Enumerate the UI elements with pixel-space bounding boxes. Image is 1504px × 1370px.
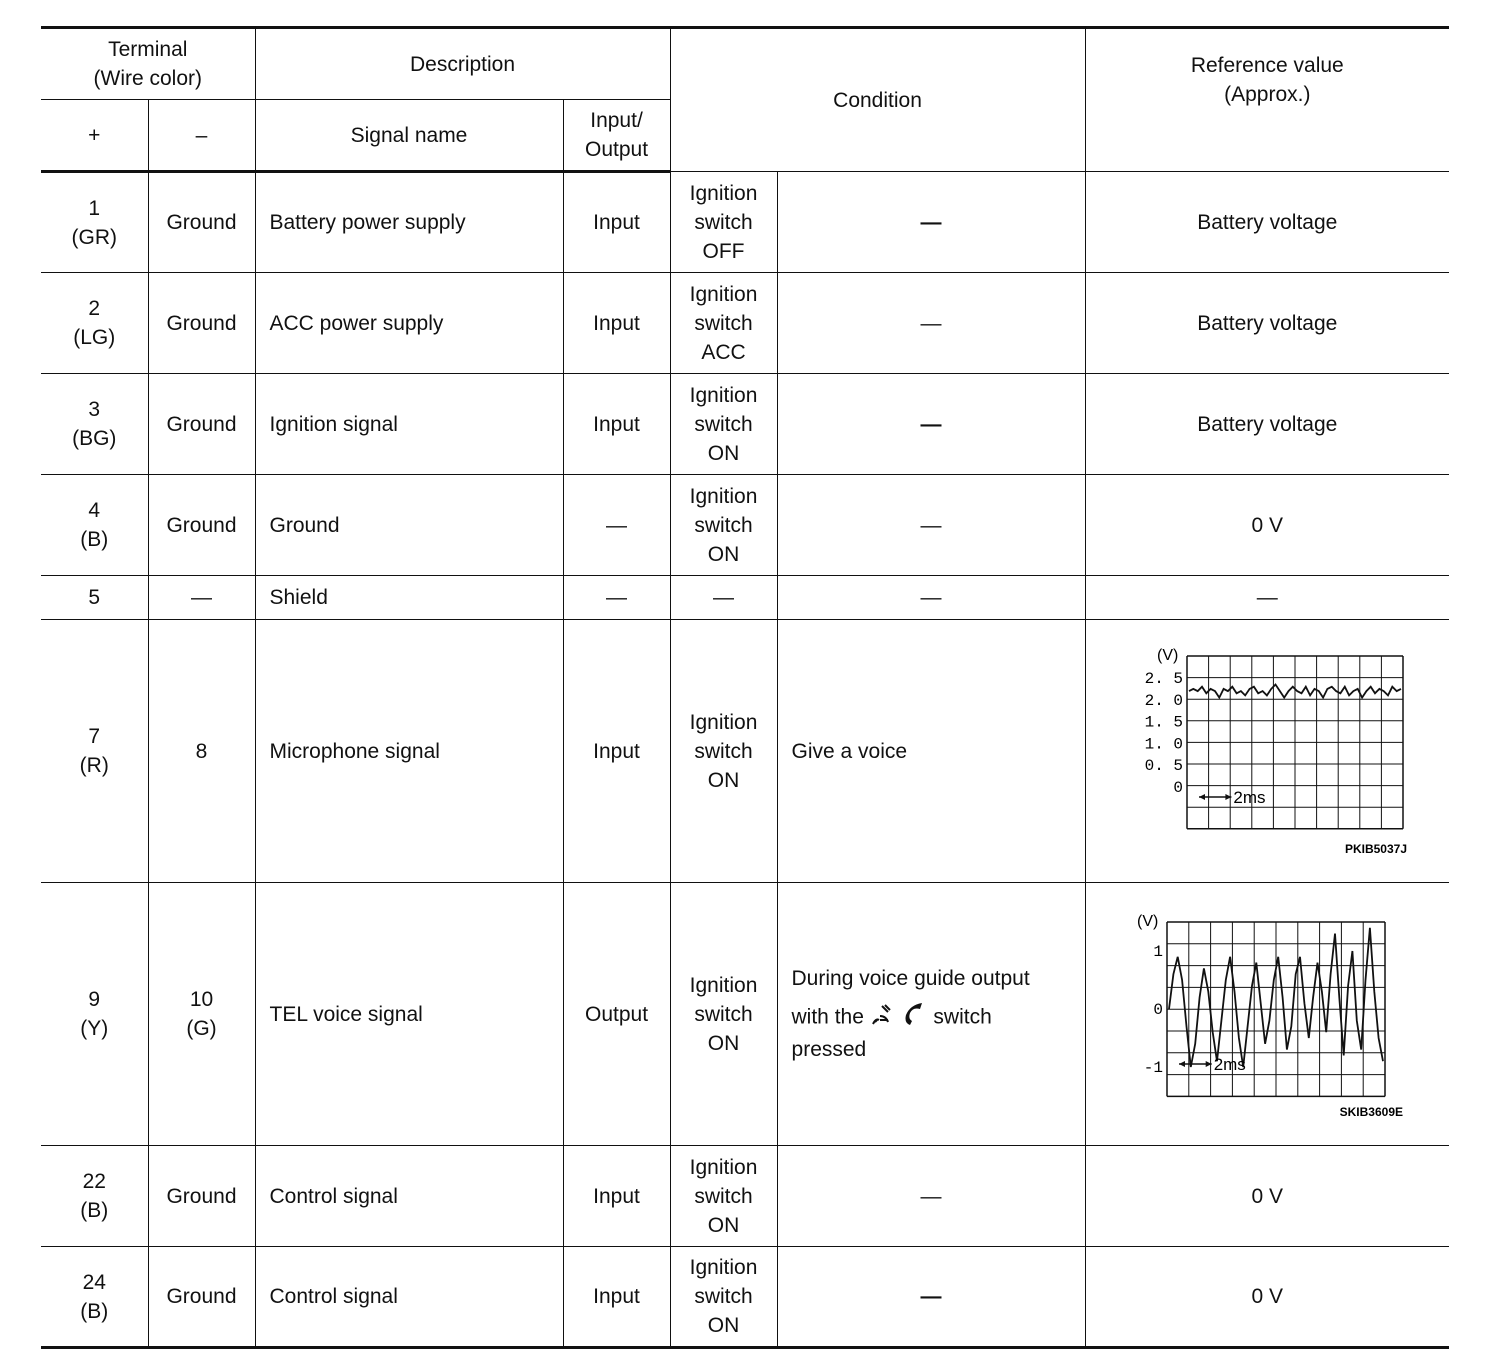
table-row [41, 576, 1449, 620]
reference-value: Battery voltage [1085, 273, 1449, 374]
terminal-minus: 8 [148, 620, 255, 883]
ignition-condition: Ignition switch ON [670, 1247, 777, 1348]
ignition-condition: Ignition switch OFF [670, 172, 777, 273]
phone-icon [902, 1001, 928, 1035]
condition: Give a voice [777, 620, 1085, 883]
header-description: Description [255, 28, 670, 100]
terminal-minus: — [148, 576, 255, 620]
condition-line-3: pressed [791, 1038, 867, 1061]
ignition-condition: Ignition switch ON [670, 1146, 777, 1247]
y-tick-label: -1 [1144, 1059, 1164, 1077]
terminal-table [41, 26, 1449, 1349]
terminal-minus: Ground [148, 1247, 255, 1348]
table-row [41, 1146, 1449, 1247]
signal-name: Ground [255, 475, 563, 576]
terminal-plus: 5 [41, 576, 148, 620]
reference-value: 0 V [1085, 1146, 1449, 1247]
tel-waveform-chart [1117, 904, 1417, 1124]
reference-waveform-tel [1085, 883, 1449, 1146]
time-scale-label: 2ms [1233, 788, 1266, 807]
header-condition: Condition [670, 28, 1085, 172]
arrow-head [1199, 794, 1205, 800]
terminal-minus: 10 (G) [148, 883, 255, 1146]
condition-switch: switch [933, 1005, 992, 1029]
header-terminal: Terminal (Wire color) [41, 28, 255, 100]
terminal-plus: 22 (B) [41, 1146, 148, 1247]
condition: — [777, 172, 1085, 273]
header-signal-name: Signal name [255, 100, 563, 172]
figure-code: PKIB5037J [1345, 842, 1408, 856]
condition-with-the: with the [791, 1005, 864, 1029]
condition-line-1: During voice guide output [791, 967, 1030, 990]
header-reference: Reference value (Approx.) [1085, 28, 1449, 172]
y-tick-label: 0 [1173, 779, 1184, 797]
terminal-plus: 2 (LG) [41, 273, 148, 374]
terminal-minus: Ground [148, 1146, 255, 1247]
figure-code: SKIB3609E [1339, 1105, 1404, 1119]
reference-value: Battery voltage [1085, 172, 1449, 273]
ignition-condition: Ignition switch ON [670, 475, 777, 576]
ignition-condition: Ignition switch ON [670, 620, 777, 883]
io: — [563, 475, 670, 576]
y-tick-label: 2. 0 [1144, 691, 1184, 710]
io: — [563, 576, 670, 620]
reference-value: — [1085, 576, 1449, 620]
signal-name: Battery power supply [255, 172, 563, 273]
y-tick-label: 1. 0 [1144, 735, 1184, 754]
io: Input [563, 172, 670, 273]
table-row [41, 1247, 1449, 1348]
ignition-condition: Ignition switch ON [670, 883, 777, 1146]
y-tick-label: 1 [1153, 943, 1164, 961]
condition: — [777, 475, 1085, 576]
time-scale-label: 2ms [1213, 1055, 1247, 1074]
terminal-plus: 24 (B) [41, 1247, 148, 1348]
io: Input [563, 273, 670, 374]
condition [777, 883, 1085, 1146]
io: Input [563, 1247, 670, 1348]
condition: — [777, 273, 1085, 374]
condition: — [777, 1247, 1085, 1348]
signal-name: ACC power supply [255, 273, 563, 374]
signal-name: Control signal [255, 1146, 563, 1247]
signal-name: Control signal [255, 1247, 563, 1348]
signal-name: Shield [255, 576, 563, 620]
arrow-head [1179, 1061, 1185, 1067]
ignition-condition: — [670, 576, 777, 620]
io: Input [563, 374, 670, 475]
reference-value: 0 V [1085, 1247, 1449, 1348]
signal-name: Microphone signal [255, 620, 563, 883]
table-row [41, 475, 1449, 576]
signal-name: TEL voice signal [255, 883, 563, 1146]
io: Input [563, 620, 670, 883]
condition: — [777, 374, 1085, 475]
y-axis-label: (V) [1137, 913, 1159, 930]
y-tick-label: 0 [1153, 1001, 1164, 1019]
y-tick-label: 0. 5 [1144, 757, 1184, 776]
terminal-plus: 9 (Y) [41, 883, 148, 1146]
table-row [41, 883, 1449, 1146]
reference-waveform-mic [1085, 620, 1449, 883]
terminal-minus: Ground [148, 172, 255, 273]
signal-name: Ignition signal [255, 374, 563, 475]
terminal-minus: Ground [148, 374, 255, 475]
io: Output [563, 883, 670, 1146]
mic-waveform-chart [1117, 641, 1417, 861]
table-row [41, 620, 1449, 883]
condition: — [777, 576, 1085, 620]
terminal-minus: Ground [148, 475, 255, 576]
terminal-plus: 1 (GR) [41, 172, 148, 273]
y-tick-label: 2. 5 [1144, 670, 1184, 688]
table-row [41, 273, 1449, 374]
terminal-minus: Ground [148, 273, 255, 374]
condition-line-2 [792, 1001, 1079, 1035]
terminal-plus: 3 (BG) [41, 374, 148, 475]
table-row [41, 374, 1449, 475]
terminal-plus: 7 (R) [41, 620, 148, 883]
reference-value: Battery voltage [1085, 374, 1449, 475]
ignition-condition: Ignition switch ON [670, 374, 777, 475]
header-plus: + [41, 100, 148, 172]
condition: — [777, 1146, 1085, 1247]
voice-steering-switch-icon [870, 1002, 896, 1034]
y-axis-label: (V) [1157, 647, 1179, 664]
y-tick-label: 1. 5 [1144, 713, 1184, 732]
header-io: Input/ Output [563, 100, 670, 172]
header-minus: – [148, 100, 255, 172]
io: Input [563, 1146, 670, 1247]
ignition-condition: Ignition switch ACC [670, 273, 777, 374]
reference-value: 0 V [1085, 475, 1449, 576]
table-row [41, 172, 1449, 273]
terminal-plus: 4 (B) [41, 475, 148, 576]
